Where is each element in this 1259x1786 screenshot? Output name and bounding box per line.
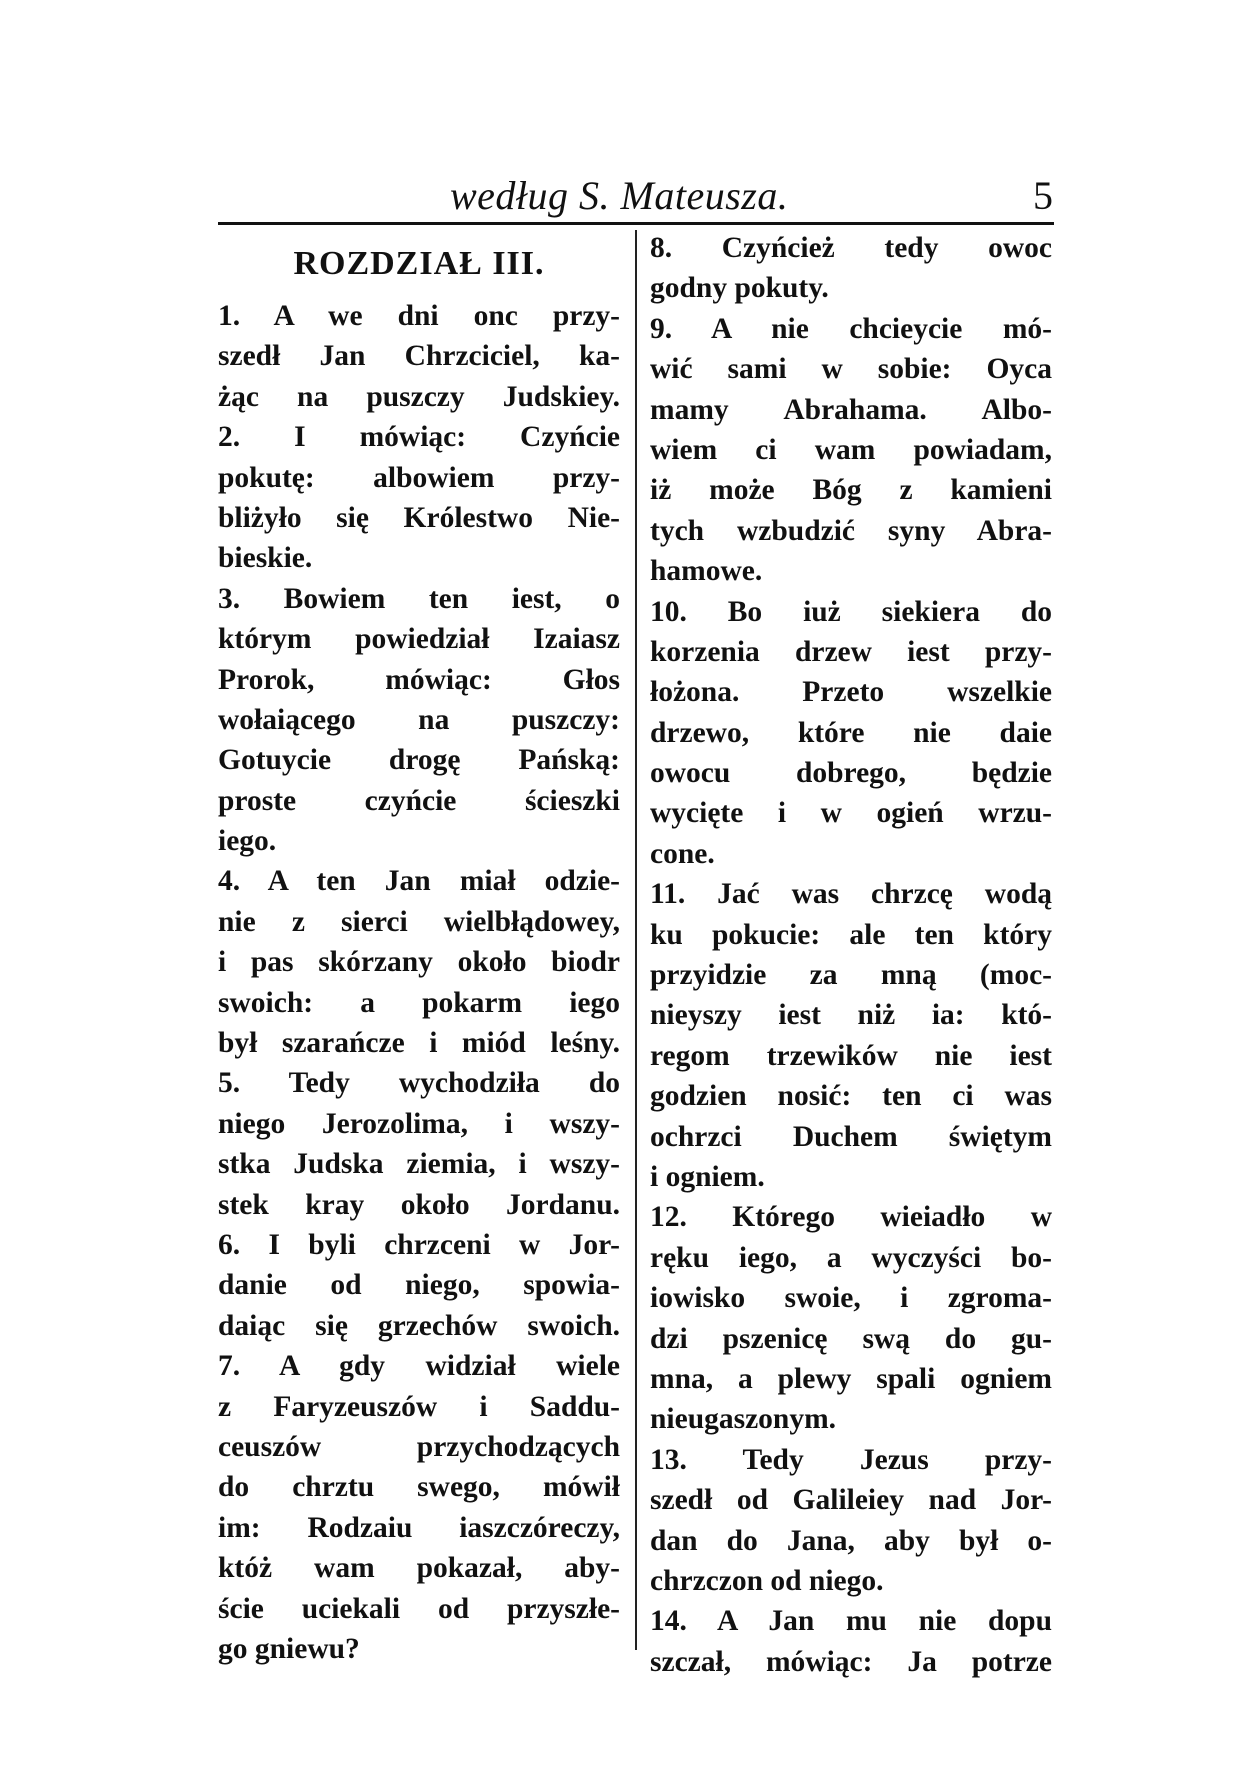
- text-line: 2. I mówiąc: Czyńcie: [218, 421, 620, 454]
- text-line: nieyszy iest niż ia: któ-: [650, 999, 1052, 1032]
- text-line: którym powiedział Izaiasz: [218, 623, 620, 656]
- text-line: ku pokucie: ale ten który: [650, 918, 1052, 951]
- column-divider: [635, 230, 637, 1650]
- text-line: 4. A ten Jan miał odzie-: [218, 865, 620, 898]
- text-line: któż wam pokazał, aby-: [218, 1552, 620, 1585]
- text-line: mamy Abrahama. Albo-: [650, 393, 1052, 426]
- text-line: szczał, mówiąc: Ja potrze: [650, 1645, 1052, 1678]
- text-line: Prorok, mówiąc: Głos: [218, 663, 620, 696]
- text-line: ręku iego, a wyczyści bo-: [650, 1241, 1052, 1274]
- text-line: i pas skórzany około biodr: [218, 946, 620, 979]
- text-line: 5. Tedy wychodziła do: [218, 1067, 620, 1100]
- text-line: dzi pszenicę swą do gu-: [650, 1322, 1052, 1355]
- page-header: [215, 172, 1053, 220]
- text-line: wić sami w sobie: Oyca: [650, 353, 1052, 386]
- text-line: iego.: [218, 825, 277, 858]
- text-line: cone.: [650, 837, 715, 870]
- text-line: wycięte i w ogień wrzu-: [650, 797, 1052, 830]
- text-line: dan do Jana, aby był o-: [650, 1524, 1052, 1557]
- left-column-text: [218, 296, 620, 1669]
- text-line: korzenia drzew iest przy-: [650, 635, 1052, 668]
- text-line: z Faryzeuszów i Saddu-: [218, 1390, 620, 1423]
- text-line: niego Jerozolima, i wszy-: [218, 1107, 620, 1140]
- text-line: 14. A Jan mu nie dopu: [650, 1605, 1052, 1638]
- left-column: [218, 228, 620, 1669]
- text-line: daiąc się grzechów swoich.: [218, 1309, 620, 1342]
- text-line: ceuszów przychodzących: [218, 1430, 620, 1463]
- text-line: 10. Bo iuż siekiera do: [650, 595, 1052, 628]
- text-line: 12. Którego wieiadło w: [650, 1201, 1052, 1234]
- text-line: 1. A we dni onc przy-: [218, 300, 620, 332]
- text-line: był szarańcze i miód leśny.: [218, 1027, 620, 1060]
- text-line: swoich: a pokarm iego: [218, 986, 620, 1019]
- text-line: godzien nosić: ten ci was: [650, 1080, 1052, 1113]
- text-line: drzewo, które nie daie: [650, 716, 1052, 749]
- text-line: godny pokuty.: [650, 272, 829, 305]
- text-line: go gniewu?: [218, 1632, 360, 1665]
- text-line: 8. Czyńcież tedy owoc: [650, 232, 1052, 264]
- header-rule: [218, 222, 1054, 225]
- text-line: stka Judska ziemia, i wszy-: [218, 1148, 620, 1181]
- text-line: nieugaszonym.: [650, 1403, 837, 1436]
- text-line: regom trzewików nie iest: [650, 1039, 1052, 1072]
- text-line: i ogniem.: [650, 1160, 765, 1193]
- text-line: iowisko swoie, i zgroma-: [650, 1282, 1052, 1315]
- text-line: przyidzie za mną (moc-: [650, 959, 1052, 992]
- text-line: żąc na puszczy Judskiey.: [218, 380, 620, 413]
- text-line: tych wzbudzić syny Abra-: [650, 514, 1052, 547]
- text-line: wołaiącego na puszczy:: [218, 703, 620, 736]
- text-line: im: Rodzaiu iaszczóreczy,: [218, 1511, 620, 1544]
- text-line: pokutę: albowiem przy-: [218, 461, 620, 494]
- text-line: iż może Bóg z kamieni: [650, 474, 1052, 507]
- text-line: 6. I byli chrzceni w Jor-: [218, 1228, 620, 1261]
- text-line: chrzczon od niego.: [650, 1564, 884, 1597]
- right-column-text: [650, 228, 1052, 1682]
- page-number: 5: [1033, 173, 1053, 218]
- chapter-heading: ROZDZIAŁ III.: [293, 245, 545, 282]
- text-line: proste czyńcie ścieszki: [218, 784, 620, 817]
- running-title: według S. Mateusza.: [450, 173, 789, 218]
- text-line: 7. A gdy widział wiele: [218, 1350, 620, 1383]
- text-line: szedł Jan Chrzciciel, ka-: [218, 340, 620, 373]
- text-line: owocu dobrego, będzie: [650, 757, 1052, 790]
- text-line: mna, a plewy spali ogniem: [650, 1362, 1052, 1395]
- text-line: łożona. Przeto wszelkie: [650, 676, 1052, 709]
- text-line: Gotuycie drogę Pańską:: [218, 744, 620, 777]
- text-line: 9. A nie chcieycie mó-: [650, 312, 1052, 345]
- text-line: do chrztu swego, mówił: [218, 1471, 620, 1504]
- right-column: [650, 228, 1052, 1682]
- text-line: wiem ci wam powiadam,: [650, 433, 1052, 466]
- text-line: danie od niego, spowia-: [218, 1269, 620, 1302]
- text-line: bieskie.: [218, 542, 313, 575]
- text-line: nie z sierci wielbłądowey,: [218, 905, 620, 938]
- text-line: ochrzci Duchem świętym: [650, 1120, 1052, 1153]
- text-line: 13. Tedy Jezus przy-: [650, 1443, 1052, 1476]
- text-line: ście uciekali od przyszłe-: [218, 1592, 620, 1625]
- text-line: szedł od Galileiey nad Jor-: [650, 1484, 1052, 1517]
- text-line: 3. Bowiem ten iest, o: [218, 582, 620, 615]
- text-line: stek kray około Jordanu.: [218, 1188, 620, 1221]
- text-line: bliżyło się Królestwo Nie-: [218, 501, 620, 534]
- text-line: 11. Jać was chrzcę wodą: [650, 878, 1052, 911]
- text-line: hamowe.: [650, 555, 763, 588]
